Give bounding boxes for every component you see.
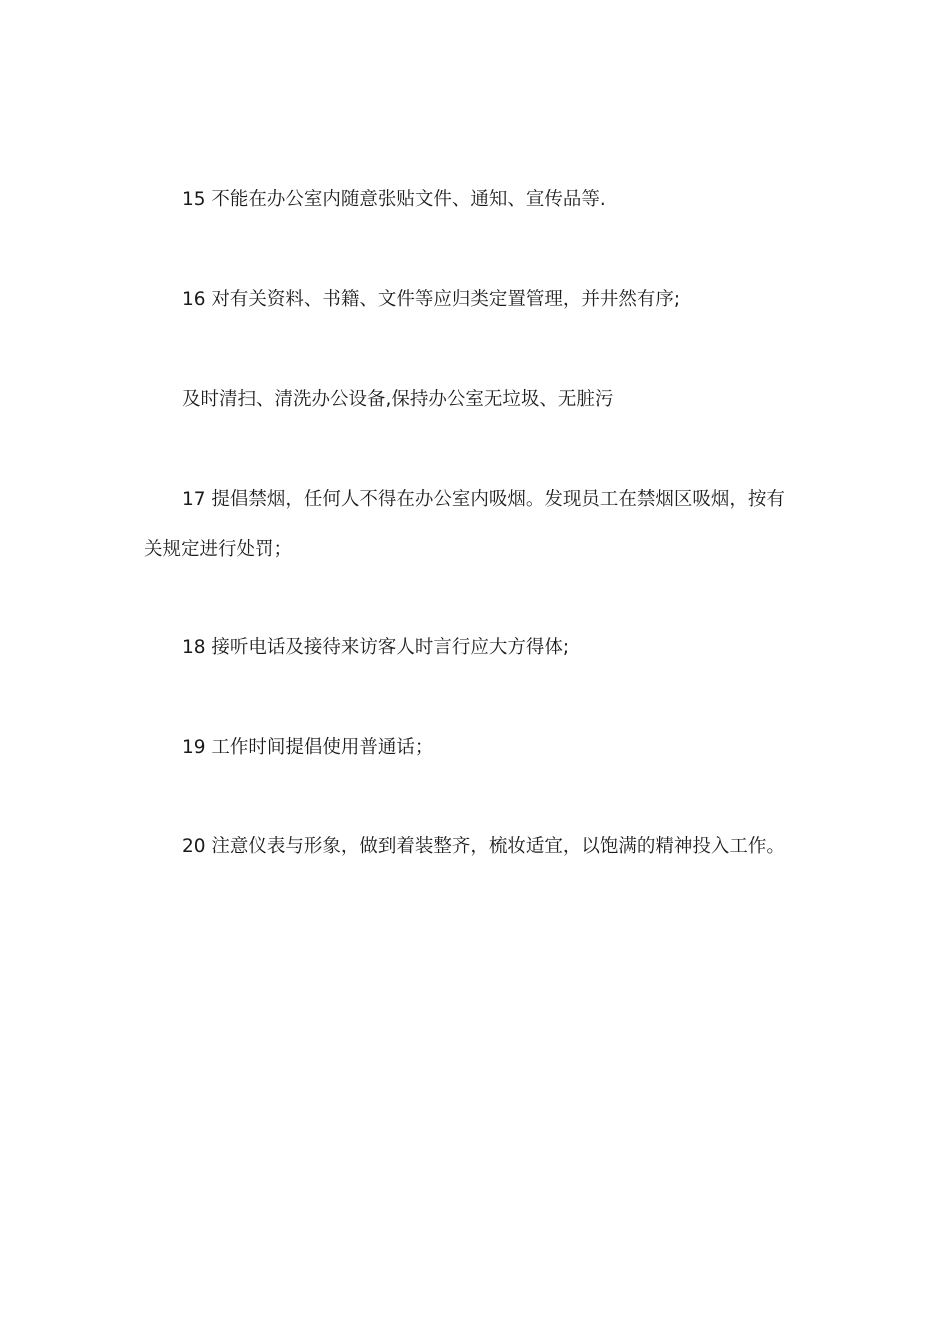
paragraph-line: 关规定进行处罚； [144,539,293,560]
paragraph-19 [144,723,814,773]
paragraph-line: 16 对有关资料、书籍、文件等应归类定置管理，并井然有序; [182,289,681,310]
paragraph-line: 18 接听电话及接待来访客人时言行应大方得体; [182,637,570,658]
paragraph-line: 17 提倡禁烟，任何人不得在办公室内吸烟。发现员工在禁烟区吸烟，按有 [182,489,785,510]
paragraph-20 [144,822,814,872]
paragraph-line: 19 工作时间提倡使用普通话； [182,737,434,758]
paragraph-line: 20 注意仪表与形象，做到着装整齐，梳妆适宜，以饱满的精神投入工作。 [182,836,785,857]
paragraph-line: 15 不能在办公室内随意张贴文件、通知、宣传品等. [182,189,606,210]
paragraph-15 [144,175,814,225]
paragraph-line: 及时清扫、清洗办公设备,保持办公室无垃圾、无脏污 [182,389,614,410]
paragraph-18 [144,623,814,673]
paragraph-16-continued [144,375,814,425]
paragraph-17 [144,475,814,575]
paragraph-16 [144,275,814,325]
